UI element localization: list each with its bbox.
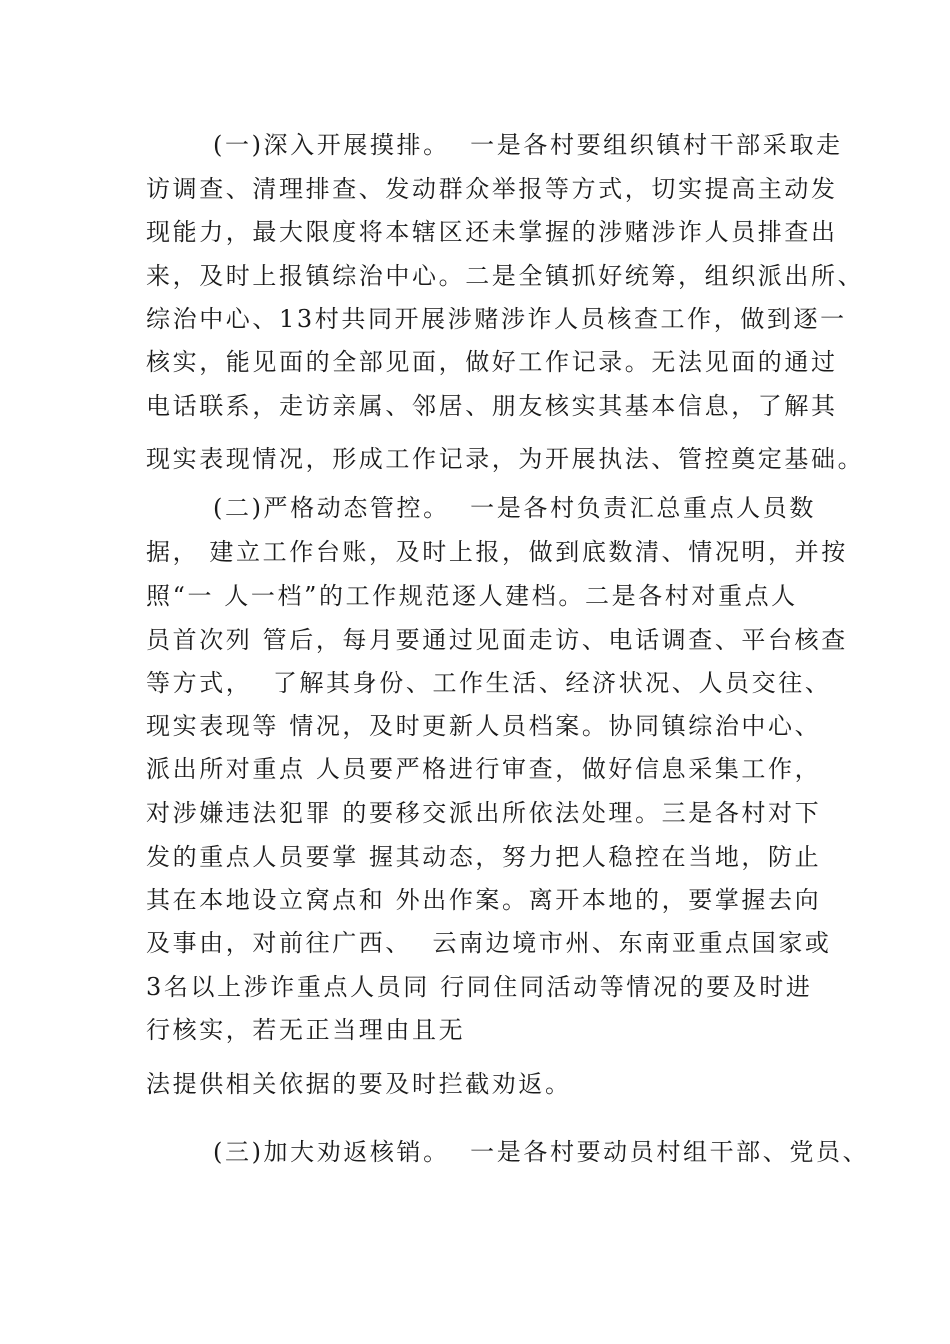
paragraph-1-line-3: 现能力，最大限度将本辖区还未掌握的涉赌涉诈人员排查出 (146, 218, 838, 246)
paragraph-2-line-4: 员首次列 管后，每月要通过见面走访、电话调查、平台核查 (146, 626, 848, 654)
paragraph-1-line-1: (一)深入开展摸排。 一是各村要组织镇村干部采取走 (213, 131, 843, 159)
paragraph-1-line-2: 访调查、清理排查、发动群众举报等方式，切实提高主动发 (146, 175, 838, 203)
paragraph-1-line-8: 现实表现情况，形成工作记录，为开展执法、管控奠定基础。 (146, 445, 865, 473)
paragraph-2-line-3: 照“一 人一档”的工作规范逐人建档。二是各村对重点人 (146, 582, 798, 610)
paragraph-2-line-2: 据， 建立工作台账，及时上报，做到底数清、情况明，并按 (146, 538, 848, 566)
paragraph-2-line-12: 3名以上涉诈重点人员同 行同住同活动等情况的要及时进 (146, 973, 813, 1001)
paragraph-2-line-6: 现实表现等 情况，及时更新人员档案。协同镇综治中心、 (146, 712, 822, 740)
paragraph-2-line-1: (二)严格动态管控。 一是各村负责汇总重点人员数 (213, 494, 816, 522)
paragraph-2-line-9: 发的重点人员要掌 握其动态，努力把人稳控在当地，防止 (146, 843, 822, 871)
paragraph-1-line-6: 核实，能见面的全部见面，做好工作记录。无法见面的通过 (146, 348, 838, 376)
paragraph-2-line-5: 等方式， 了解其身份、工作生活、经济状况、人员交往、 (146, 669, 832, 697)
paragraph-1-line-5: 综治中心、13村共同开展涉赌涉诈人员核查工作，做到逐一 (146, 305, 847, 333)
paragraph-3-line-1: (三)加大劝返核销。 一是各村要动员村组干部、党员、 (213, 1138, 870, 1166)
paragraph-2-line-13: 行核实，若无正当理由且无 (146, 1016, 466, 1044)
paragraph-1-line-4: 来，及时上报镇综治中心。二是全镇抓好统筹，组织派出所、 (146, 262, 865, 290)
paragraph-2-line-7: 派出所对重点 人员要严格进行审查，做好信息采集工作， (146, 755, 822, 783)
paragraph-1-line-7: 电话联系，走访亲属、邻居、朋友核实其基本信息，了解其 (146, 392, 838, 420)
paragraph-2-line-11: 及事由，对前往广西、 云南边境市州、东南亚重点国家或 (146, 929, 832, 957)
paragraph-2-line-10: 其在本地设立窝点和 外出作案。离开本地的，要掌握去向 (146, 886, 822, 914)
paragraph-2-line-8: 对涉嫌违法犯罪 的要移交派出所依法处理。三是各村对下 (146, 799, 822, 827)
paragraph-2-line-14: 法提供相关依据的要及时拦截劝返。 (146, 1070, 572, 1098)
